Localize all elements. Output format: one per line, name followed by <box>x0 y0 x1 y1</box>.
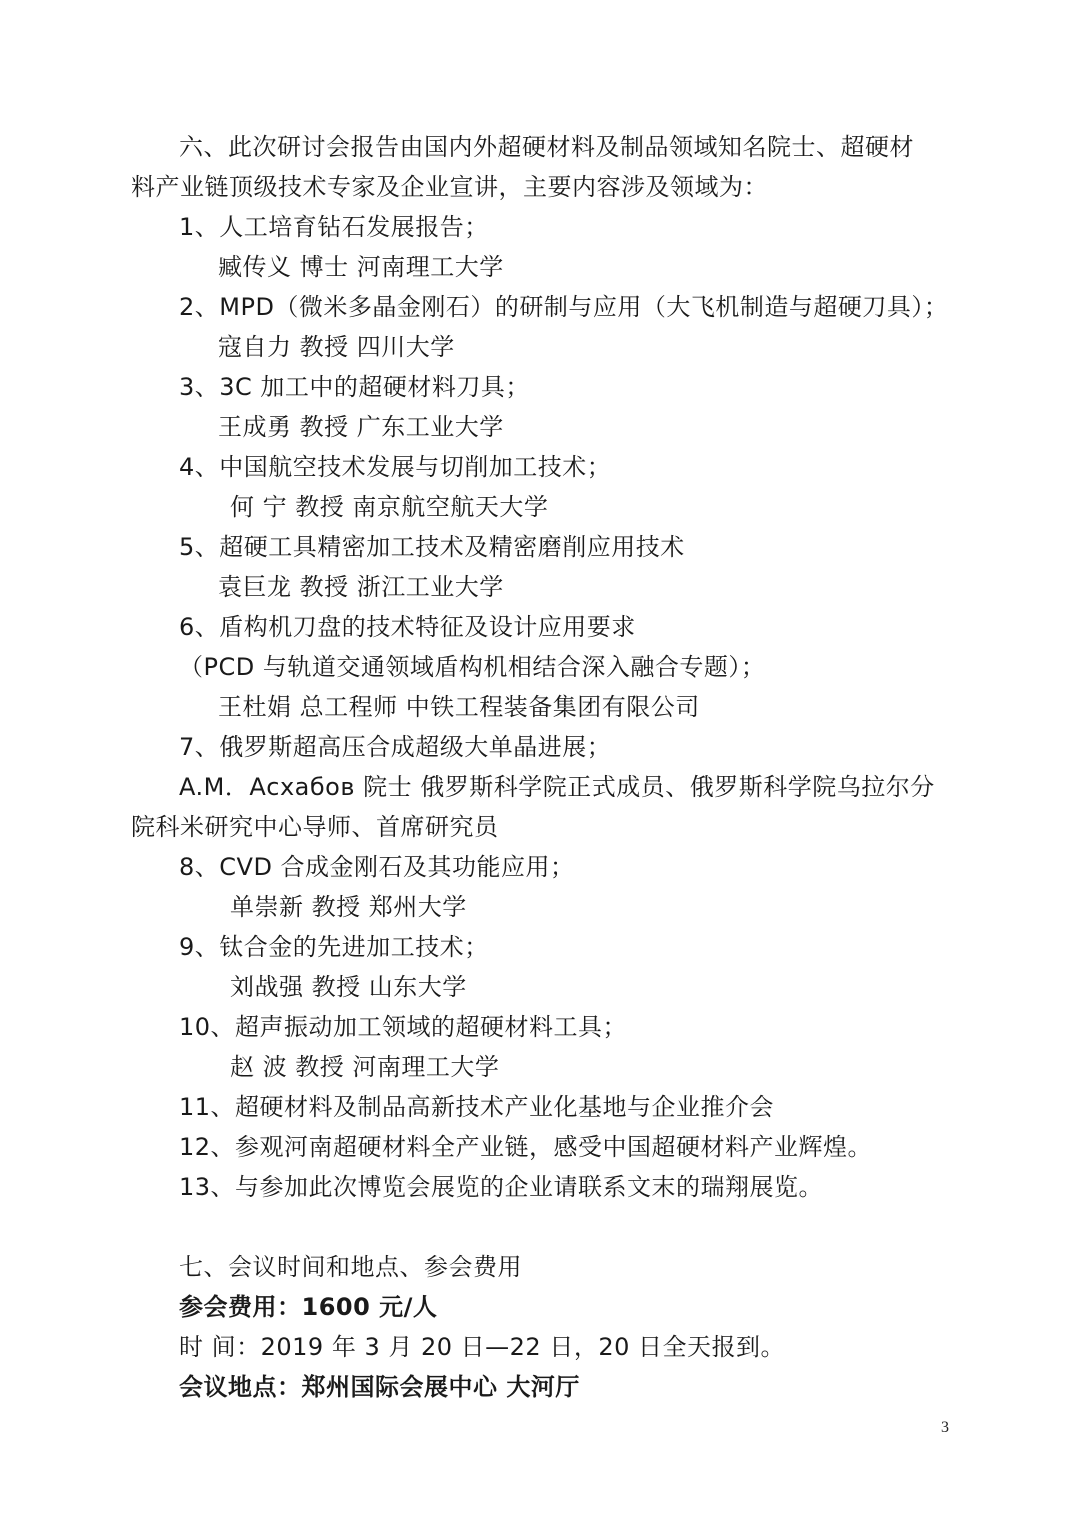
item-6-title: 6、盾构机刀盘的技术特征及设计应用要求 <box>179 613 636 641</box>
item-7-title: 7、俄罗斯超高压合成超级大单晶进展； <box>179 733 612 761</box>
item-9-title: 9、钛合金的先进加工技术； <box>179 933 489 961</box>
item-7-speaker: A.M．Асхабов 院士 俄罗斯科学院正式成员、俄罗斯科学院乌拉尔分 <box>179 773 935 801</box>
item-2-speaker: 寇自力 教授 四川大学 <box>218 333 455 361</box>
item-1-speaker: 臧传义 博士 河南理工大学 <box>218 253 504 281</box>
item-6-speaker: 王杜娟 总工程师 中铁工程装备集团有限公司 <box>218 693 700 721</box>
item-5-speaker: 袁巨龙 教授 浙江工业大学 <box>218 573 504 601</box>
item-3-title: 3、3C 加工中的超硬材料刀具； <box>179 373 530 401</box>
item-6-subtitle: （PCD 与轨道交通领域盾构机相结合深入融合专题）； <box>179 653 766 681</box>
item-4-title: 4、中国航空技术发展与切削加工技术； <box>179 453 612 481</box>
item-1-title: 1、人工培育钻石发展报告； <box>179 213 489 241</box>
item-2-title: 2、MPD（微米多晶金刚石）的研制与应用（大飞机制造与超硬刀具）； <box>179 293 949 321</box>
item-9-speaker: 刘战强 教授 山东大学 <box>230 973 467 1001</box>
item-10-title: 10、超声振动加工领域的超硬材料工具； <box>179 1013 628 1041</box>
meeting-fee: 参会费用：1600 元/人 <box>179 1293 438 1321</box>
item-4-speaker: 何 宁 教授 南京航空航天大学 <box>230 493 549 521</box>
meeting-time: 时 间：2019 年 3 月 20 日—22 日，20 日全天报到。 <box>179 1333 785 1361</box>
item-12-title: 12、参观河南超硬材料全产业链，感受中国超硬材料产业辉煌。 <box>179 1133 873 1161</box>
section7-heading: 七、会议时间和地点、参会费用 <box>179 1253 522 1281</box>
item-8-title: 8、CVD 合成金刚石及其功能应用； <box>179 853 575 881</box>
item-7-speaker-cont: 院科米研究中心导师、首席研究员 <box>131 813 499 841</box>
item-13-title: 13、与参加此次博览会展览的企业请联系文末的瑞翔展览。 <box>179 1173 824 1201</box>
section6-intro-line2: 料产业链顶级技术专家及企业宣讲，主要内容涉及领域为： <box>131 173 768 201</box>
item-5-title: 5、超硬工具精密加工技术及精密磨削应用技术 <box>179 533 685 561</box>
item-8-speaker: 单崇新 教授 郑州大学 <box>230 893 467 921</box>
item-3-speaker: 王成勇 教授 广东工业大学 <box>218 413 504 441</box>
section6-intro-line1: 六、此次研讨会报告由国内外超硬材料及制品领域知名院士、超硬材 <box>179 133 914 161</box>
item-10-speaker: 赵 波 教授 河南理工大学 <box>230 1053 500 1081</box>
page-number: 3 <box>941 1419 949 1436</box>
meeting-venue: 会议地点：郑州国际会展中心 大河厅 <box>179 1373 580 1401</box>
item-11-title: 11、超硬材料及制品高新技术产业化基地与企业推介会 <box>179 1093 775 1121</box>
